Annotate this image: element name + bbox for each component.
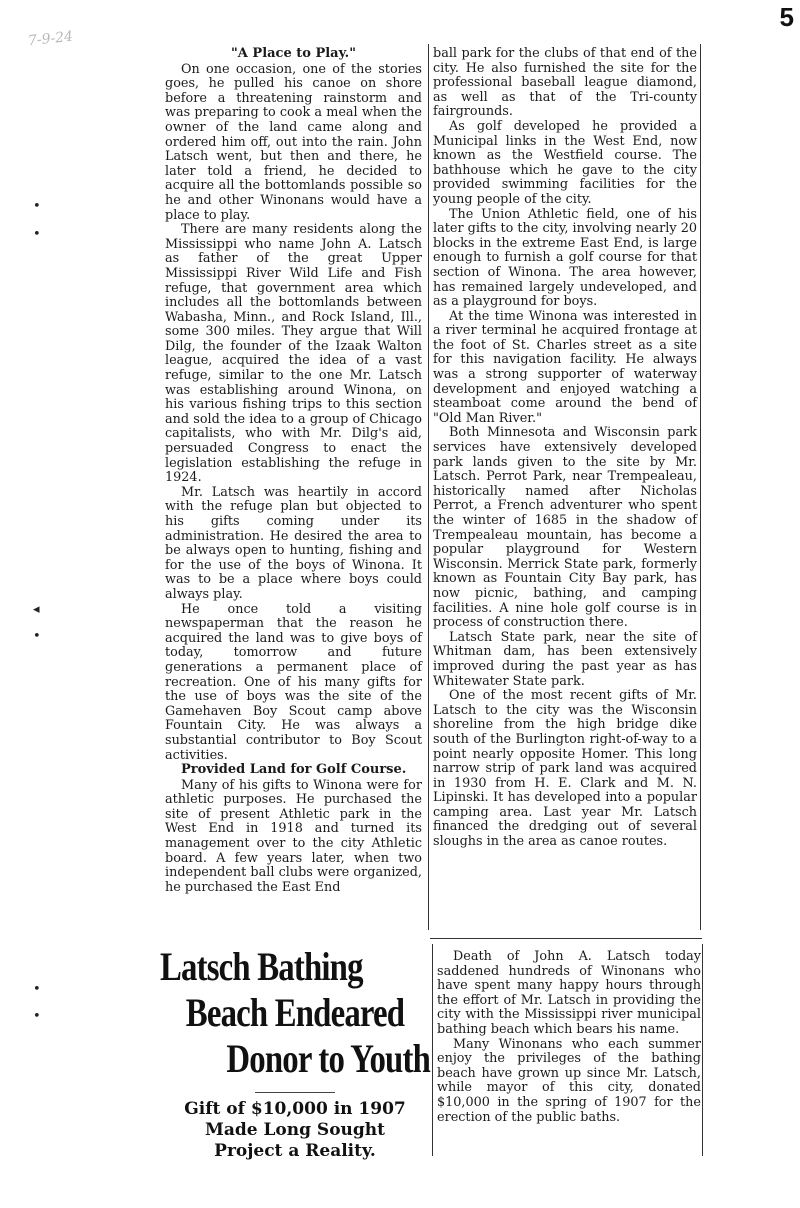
margin-mark: • bbox=[33, 227, 41, 242]
section-rule bbox=[430, 938, 702, 939]
column-rule bbox=[428, 44, 429, 930]
paragraph: Many Winonans who each summer enjoy the privileges of the bathing beach have grown up since Mr. Latsch, while mayor of this city, donated $10,000 in the spring of 1907 for the erection of the public baths. bbox=[437, 1036, 701, 1125]
column-rule bbox=[702, 944, 703, 1156]
paragraph: The Union Athletic field, one of his later gifts to the city, involving nearly 20 blocks in the extreme East End, is large enough to furnish a golf course for that section of Winona. The area however, has remained largely undeveloped, and as a playground for boys. bbox=[433, 206, 697, 310]
subheading: "A Place to Play." bbox=[231, 46, 356, 61]
article-headline bbox=[160, 944, 430, 1162]
headline-line: Beach Endeared bbox=[185, 990, 405, 1035]
headline-divider bbox=[255, 1092, 335, 1093]
paragraph: One of the most recent gifts of Mr. Latsch to the city was the Wisconsin shoreline from the high bridge dike south of the Burlington right-of-way to a point nearly opposite Homer. This long narrow strip of park land was acquired in 1930 from H. E. Clark and M. N. Lipinski. It has developed into a popular camping area. Last year Mr. Latsch financed the dredging out of several sloughs in the area as canoe routes. bbox=[433, 688, 697, 850]
article-column-2 bbox=[433, 47, 697, 850]
subheading: Provided Land for Golf Course. bbox=[181, 762, 407, 778]
paragraph: Both Minnesota and Wisconsin park services have extensively developed park lands given to the site by Mr. Latsch. Perrot Park, near Trempealeau, historically named after Nicholas Perrot, a French adventurer who spent the winter of 1685 in the shadow of Trempealeau mountain, has become a popular playground for Western Wisconsin. Merrick State park, formerly known as Fountain City Bay park, has now picnic, bathing, and camping facilities. A nine hole golf course is in process of construction there. bbox=[433, 425, 697, 631]
margin-mark: • bbox=[33, 1009, 41, 1024]
paragraph: There are many residents along the Mississippi who name John A. Latsch as father of the great Upper Mississippi River Wild Life and Fish refuge, that government area which includes all the bottomlands between Wabasha, Minn., and Rock Island, Ill., some 300 miles. They argue that Will Dilg, the founder of the Izaak Walton league, acquired the idea of a vast refuge, similar to the one Mr. Latsch was establishing around Winona, on his various fishing trips to this section and sold the idea to a group of Chicago capitalists, who with Mr. Dilg's aid, persuaded Congress to enact the legislation establishing the refuge in 1924. bbox=[165, 222, 422, 486]
paragraph: At the time Winona was interested in a river terminal he acquired frontage at the foot of St. Charles street as a site for this navigation facility. He always was a strong supporter of waterway development and enjoyed watching a steamboat come around the bend of "Old Man River." bbox=[433, 308, 697, 426]
paragraph: Latsch State park, near the site of Whitman dam, has been extensively improved during the past year as has Whitewater State park. bbox=[433, 629, 697, 689]
deck-line: Project a Reality. bbox=[214, 1141, 376, 1161]
margin-mark: • bbox=[33, 199, 41, 214]
article-column-1 bbox=[165, 47, 422, 895]
margin-mark: • bbox=[33, 629, 41, 644]
column-rule bbox=[432, 944, 433, 1156]
headline-line: Donor to Youth bbox=[226, 1036, 430, 1081]
paragraph: Many of his gifts to Winona were for athletic purposes. He purchased the site of present Athletic park in the West End in 1918 and turned its management over to the city Athletic board. A few years later, when two independent ball clubs were organized, he purchased the East End bbox=[165, 777, 422, 895]
paragraph: On one occasion, one of the stories goes, he pulled his canoe on shore before a threatening rainstorm and was preparing to cook a meal when the owner of the land came along and ordered him off, out into the rain. John Latsch went, but then and there, he later told a friend, he decided to acquire all the bottomlands possible so he and other Winonans would have a place to play. bbox=[165, 61, 422, 223]
deck-line: Gift of $10,000 in 1907 bbox=[184, 1099, 406, 1119]
headline-line: Latsch Bathing bbox=[160, 944, 363, 989]
margin-mark: ◂ bbox=[33, 602, 40, 617]
margin-mark: • bbox=[33, 982, 41, 997]
column-rule bbox=[700, 44, 701, 930]
page-number: 5 bbox=[779, 2, 794, 32]
paragraph: ball park for the clubs of that end of the city. He also furnished the site for the professional baseball league diamond, as well as that of the Tri-county fairgrounds. bbox=[433, 46, 697, 120]
paragraph: Death of John A. Latsch today saddened hundreds of Winonans who have spent many happy hours through the effort of Mr. Latsch in providing the city with the Mississippi river municipal bathing beach which bears his name. bbox=[437, 949, 701, 1037]
handwritten-margin-note: 7-9-24 bbox=[27, 28, 74, 50]
article-2-body bbox=[437, 950, 701, 1125]
deck-line: Made Long Sought bbox=[205, 1120, 385, 1140]
paragraph: Mr. Latsch was heartily in accord with the refuge plan but objected to his gifts coming under its administration. He desired the area to be always open to hunting, fishing and for the use of the boys of Winona. It was to be a place where boys could always play. bbox=[165, 484, 422, 602]
paragraph: He once told a visiting newspaperman that the reason he acquired the land was to give boys of today, tomorrow and future generations a permanent place of recreation. One of his many gifts for the use of boys was the site of the Gamehaven Boy Scout camp above Fountain City. He was always a substantial contributor to Boy Scout activities. bbox=[165, 601, 422, 763]
paragraph: As golf developed he provided a Municipal links in the West End, now known as the Westfield course. The bathhouse which he gave to the city provided swimming facilities for the young people of the city. bbox=[433, 118, 697, 207]
